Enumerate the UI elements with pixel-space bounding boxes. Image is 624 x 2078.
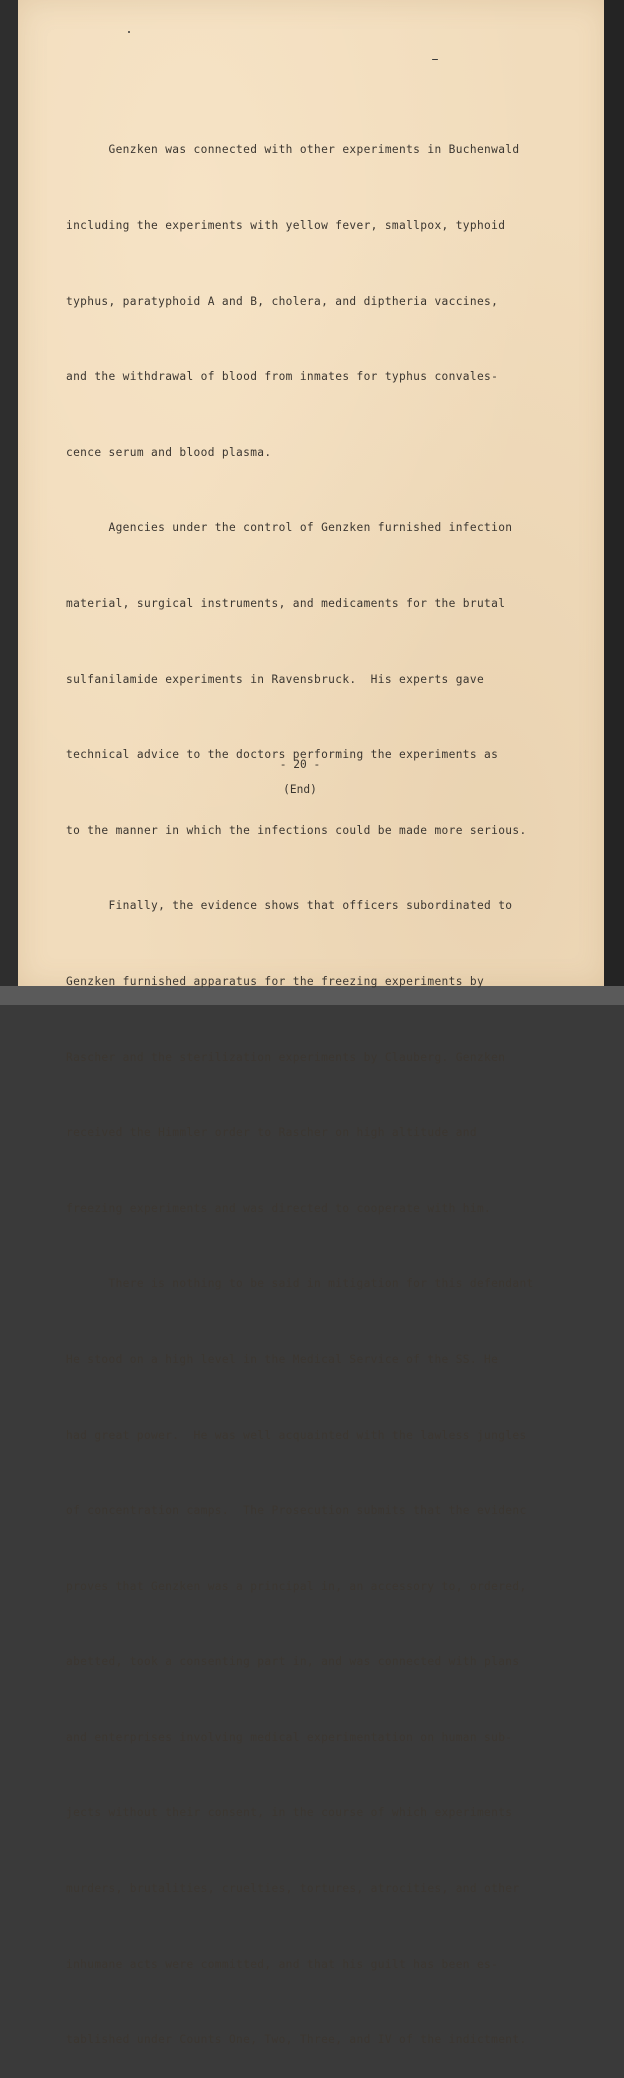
text-line: cence serum and blood plasma. [66,445,272,459]
text-line: jects without their consent, in the course of which experiments [66,1806,513,1820]
text-line: material, surgical instruments, and medicaments for the brutal [66,596,506,610]
text-line: technical advice to the doctors performing the experiments as [66,748,499,762]
text-line: received the Himmler order to Rascher on high altitude and [66,1126,477,1140]
text-line: sulfanilamide experiments in Ravensbruck. His experts gave [66,672,485,686]
text-line: Genzken was connected with other experiments in Buchenwald [66,143,520,157]
text-line: inhumane acts were committed, and that his guilt has been es- [66,1957,499,1971]
text-line: freezing experiments and was directed to cooperate with him. [66,1201,492,1215]
text-line: of concentration camps. The Prosecution submits that the evidenc [66,1504,527,1518]
text-line: Finally, the evidence shows that officers subordinated to [66,899,513,913]
text-line: Genzken furnished apparatus for the freezing experiments by [66,974,485,988]
text-line: There is nothing to be said in mitigation for this defendant [66,1277,534,1291]
document-body [66,87,586,2078]
document-footer [66,752,586,802]
text-line: including the experiments with yellow fever, smallpox, typhoid [66,219,506,232]
text-line: to the manner in which the infections could be made more serious. [66,823,527,837]
text-line: and enterprises involving medical experimentation on human sub- [66,1730,513,1744]
page-number: - 20 - [279,758,321,771]
text-line: abetted, took a consenting part in, and was connected with plans [66,1655,520,1669]
paper-speck [128,31,130,33]
text-line: and the withdrawal of blood from inmates for typhus convales- [66,370,499,384]
text-line: had great power. He was well acquainted with the lawless jungles [66,1428,527,1442]
paper-mark [432,59,438,60]
text-line: murders, brutalities, cruelties, tortures, atrocities, and other [66,1882,520,1896]
text-line: typhus, paratyphoid A and B, cholera, and diptheria vaccines, [66,294,499,308]
text-line: Agencies under the control of Genzken furnished infection [66,521,513,535]
text-line: proves that Genzken was a principal in, an accessory to, ordered, [66,1579,527,1593]
text-line: Rascher and the sterilization experiments by Clauberg. Genzken [66,1050,506,1064]
text-line: tablished under Counts One, Two, Three, and IV of the indictment. [66,2033,527,2047]
text-line: He stood on a high level in the Medical Service of the SS. He [66,1352,499,1366]
scan-right-edge [604,0,624,1005]
end-marker: (End) [283,783,317,796]
